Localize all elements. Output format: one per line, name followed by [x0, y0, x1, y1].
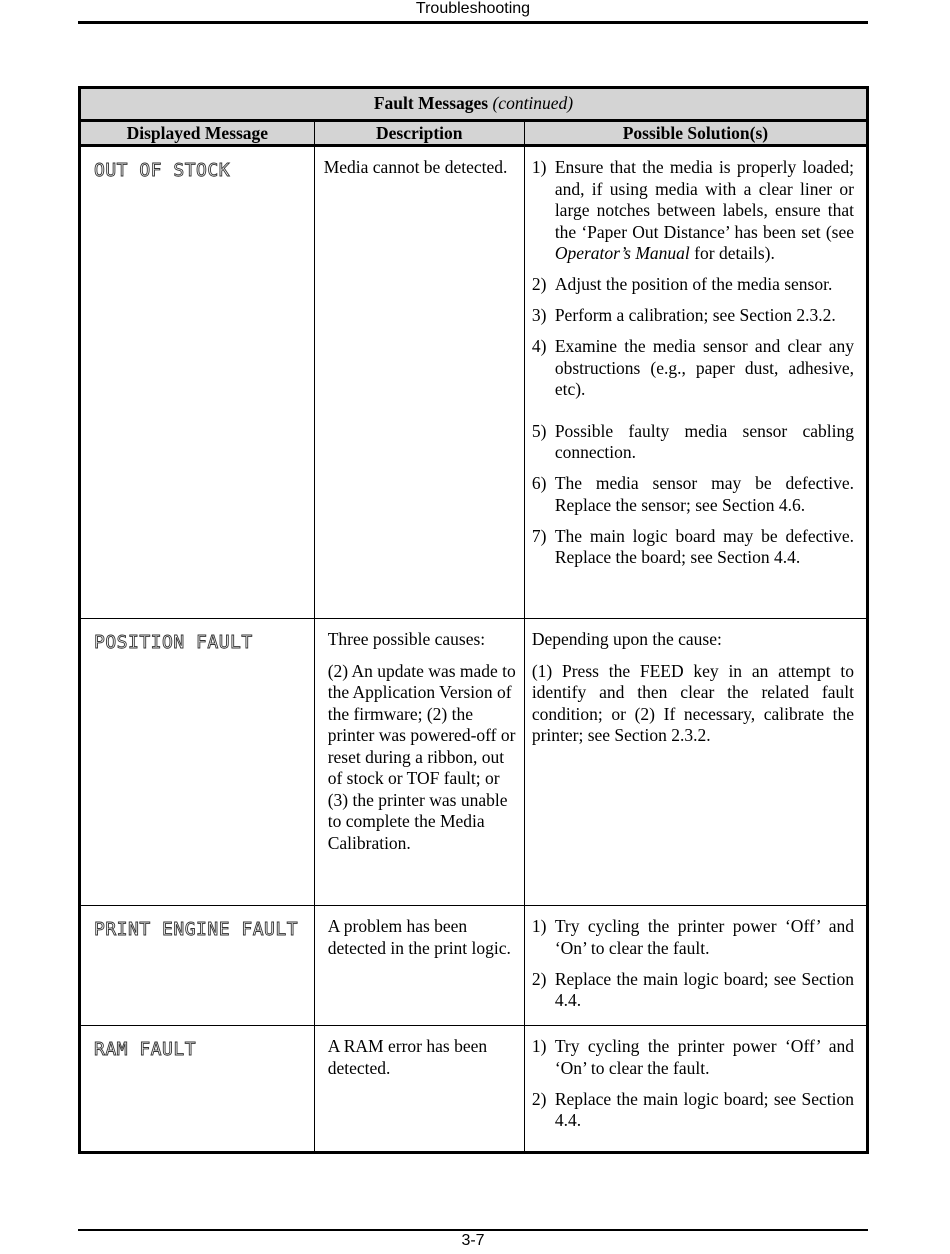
solution-item	[532, 305, 854, 327]
solution-list	[532, 157, 854, 569]
displayed-message: PRINT ENGINE FAULT	[94, 919, 299, 940]
solution-text: Adjust the position of the media sensor.	[554, 274, 833, 294]
solution-list	[532, 1036, 854, 1132]
solution-item	[532, 473, 854, 516]
description-text: (2) An update was made to the Application Version of the firmware; (2) the printer was powered-off or reset during a ribbon, out of stock or TOF fault; or (3) the printer was unable to complete the Media Calibration.	[327, 660, 516, 853]
page-number: 3-7	[461, 1232, 485, 1249]
description-cell	[314, 906, 524, 1026]
solution-text: Replace the main logic board; see Section 4.4.	[554, 1088, 854, 1130]
page-footer	[78, 1229, 868, 1251]
solution-number: 1)	[531, 1036, 547, 1056]
solution-cell	[524, 146, 867, 619]
message-cell	[80, 906, 315, 1026]
solution-list	[532, 916, 854, 1012]
table-row	[80, 146, 868, 619]
solution-item	[532, 1089, 854, 1132]
solution-text: The main logic board may be defective. Replace the board; see Section 4.4.	[554, 525, 854, 567]
column-header-description: Description	[314, 121, 524, 146]
solution-item	[532, 274, 854, 296]
solution-number: 2)	[531, 274, 547, 294]
solution-text: (1) Press the FEED key in an attempt to identify and then clear the related fault condition; or (2) If necessary, calibrate the printer; see Section 2.3.2.	[531, 660, 854, 745]
description-cell	[314, 146, 524, 619]
solution-intro: Depending upon the cause:	[531, 629, 722, 649]
solution-item	[532, 421, 854, 464]
solution-number: 4)	[531, 336, 547, 356]
table-title-row	[80, 88, 868, 121]
solution-item	[532, 969, 854, 1012]
solution-text: Try cycling the printer power ‘Off’ and ‘On’ to clear the fault.	[554, 916, 854, 958]
fault-messages-table	[78, 86, 869, 1154]
solution-number: 7)	[531, 525, 547, 546]
solution-number: 1)	[531, 916, 547, 936]
message-cell	[80, 619, 315, 906]
table-title-suffix: (continued)	[492, 93, 574, 114]
solution-text: Possible faulty media sensor cabling connection.	[554, 420, 854, 462]
solution-number: 3)	[531, 305, 547, 325]
solution-text: Examine the media sensor and clear any obstructions (e.g., paper dust, adhesive, etc).	[554, 336, 854, 399]
solution-number: 6)	[531, 473, 547, 493]
solution-text: Try cycling the printer power ‘Off’ and ‘On’ to clear the fault.	[554, 1036, 854, 1078]
table-title	[80, 88, 868, 121]
solution-item	[532, 916, 854, 959]
solution-text-end: for details).	[689, 243, 775, 263]
message-cell	[80, 146, 315, 619]
message-cell	[80, 1026, 315, 1153]
column-header-displayed-message: Displayed Message	[80, 121, 315, 146]
description-text: A RAM error has been detected.	[327, 1036, 488, 1078]
solution-item	[532, 1036, 854, 1079]
solution-text: Ensure that the media is properly loaded; and, if using media with a clear liner or large notches between labels, ensure that the ‘Paper Out Distance’ has been set (see	[554, 157, 854, 242]
solution-item	[532, 336, 854, 401]
solution-number: 5)	[531, 420, 547, 441]
table-row	[80, 906, 868, 1026]
page-header	[78, 0, 868, 24]
solution-number: 2)	[531, 968, 547, 989]
solution-item	[532, 526, 854, 569]
column-header-possible-solutions: Possible Solution(s)	[524, 121, 867, 146]
description-cell	[314, 1026, 524, 1153]
solution-text: Replace the main logic board; see Section 4.4.	[554, 968, 854, 1010]
page-header-title: Troubleshooting	[415, 0, 531, 17]
displayed-message: OUT OF STOCK	[94, 160, 231, 181]
description-text: A problem has been detected in the print logic.	[327, 916, 511, 958]
solution-cell	[524, 1026, 867, 1153]
manual-reference: Operator’s Manual	[554, 243, 690, 263]
solution-item	[532, 157, 854, 265]
table-title-text: Fault Messages	[373, 93, 489, 114]
table-row	[80, 619, 868, 906]
solution-text: The media sensor may be defective. Replace the sensor; see Section 4.6.	[554, 473, 854, 515]
displayed-message: RAM FAULT	[94, 1039, 197, 1060]
solution-cell	[524, 906, 867, 1026]
table-row	[80, 1026, 868, 1153]
solution-cell	[524, 619, 867, 906]
description-intro: Three possible causes:	[327, 629, 486, 649]
description-text: Media cannot be detected.	[323, 157, 508, 177]
table-header-row	[80, 121, 868, 146]
solution-number: 2)	[531, 1088, 547, 1109]
displayed-message: POSITION FAULT	[94, 632, 253, 653]
solution-number: 1)	[531, 157, 547, 177]
solution-text: Perform a calibration; see Section 2.3.2.	[554, 305, 836, 325]
description-cell	[314, 619, 524, 906]
